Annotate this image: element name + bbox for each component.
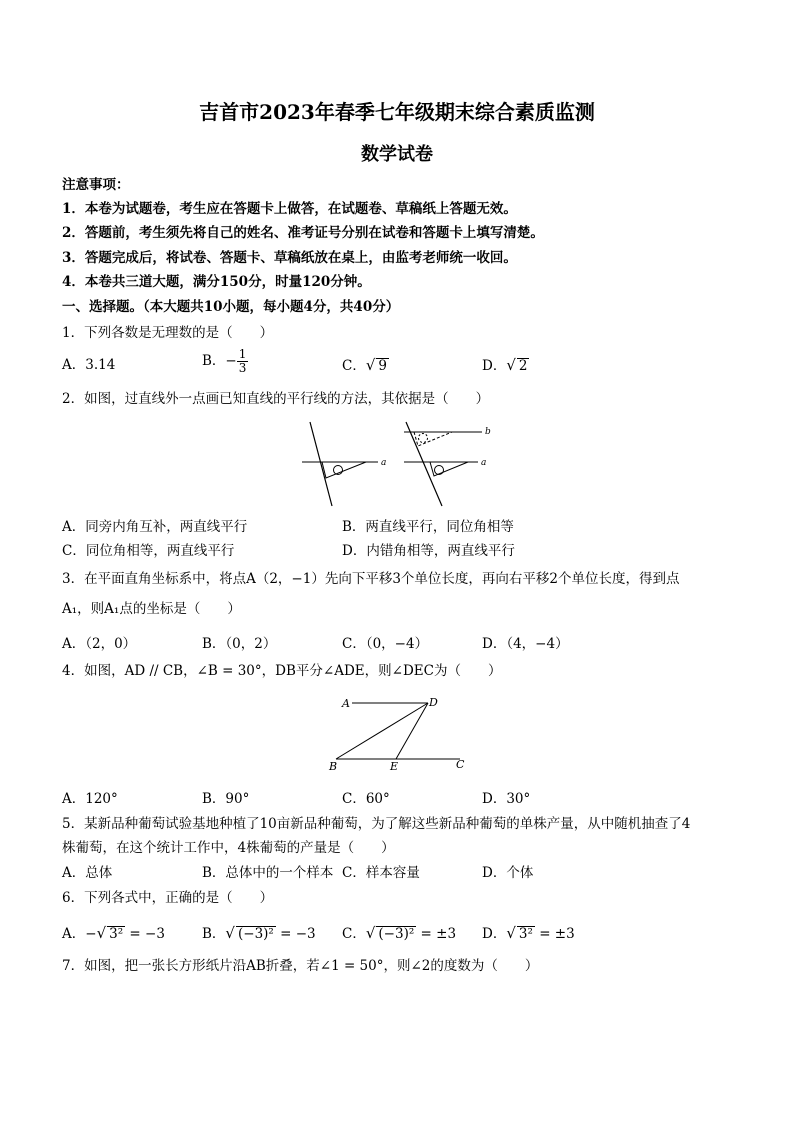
q2-option-c: C．同位角相等，两直线平行	[62, 543, 235, 559]
q6-option-b-result: = −3	[275, 926, 316, 942]
q6-stem: 6．下列各式中，正确的是（ ）	[62, 890, 274, 906]
radical-sign: √	[365, 924, 376, 942]
q3-option-a: A．（2，0）	[62, 636, 137, 652]
q4-option-b: B．90°	[202, 791, 250, 807]
q6-option-c-label: C．	[342, 926, 366, 942]
q6-option-b	[202, 924, 316, 943]
q1-option-c-label: C．	[342, 358, 366, 374]
q1-option-d	[482, 356, 529, 375]
q4-figure	[322, 692, 472, 774]
q2-option-b: B．两直线平行，同位角相等	[342, 519, 514, 535]
q1-option-b-label: B．	[202, 353, 226, 369]
section-1-heading: 一、选择题。（本大题共10小题，每小题4分，共40分）	[62, 299, 400, 315]
q6-option-d-result: = ±3	[534, 926, 575, 942]
q6-option-b-radicand: (−3)²	[237, 926, 274, 942]
q7-stem: 7．如图，把一张长方形纸片沿AB折叠，若∠1 = 50°，则∠2的度数为（ ）	[62, 958, 539, 974]
q1-option-d-radicand: 2	[518, 358, 528, 374]
q5-stem-cont: 株葡萄，在这个统计工作中，4株葡萄的产量是（ ）	[62, 840, 395, 856]
radical-sign: √	[365, 356, 376, 374]
q6-option-d	[482, 924, 575, 943]
notice-item-4: 4．本卷共三道大题，满分150分，时量120分钟。	[62, 274, 371, 290]
q6-option-a-pre: −	[85, 926, 97, 942]
q1-fraction-num: 1	[238, 347, 247, 361]
q1-option-c-radicand: 9	[378, 358, 387, 374]
q5-stem: 5．某新品种葡萄试验基地种植了10亩新品种葡萄，为了解这些新品种葡萄的单株产量，从中随机抽查了4	[62, 816, 691, 832]
q5-option-b: B．总体中的一个样本	[202, 865, 334, 881]
notice-item-2: 2．答题前，考生须先将自己的姓名、准考证号分别在试卷和答题卡上填写清楚。	[62, 225, 544, 241]
q3-stem: 3．在平面直角坐标系中，将点A（2，−1）先向下平移3个单位长度，再向右平移2个单位长度，得到点	[62, 571, 680, 587]
q4-option-d: D．30°	[482, 791, 531, 807]
q5-option-a: A．总体	[62, 865, 113, 881]
q2-label-a-right: a	[481, 458, 487, 468]
q6-option-a-result: = −3	[125, 926, 165, 942]
q6-option-a-radicand: 3²	[109, 926, 124, 942]
q4-option-c: C．60°	[342, 791, 390, 807]
q2-set-square-dashed	[414, 432, 452, 446]
q1-option-d-label: D．	[482, 358, 507, 374]
q6-option-c-result: = ±3	[416, 926, 457, 942]
q3-option-c: C．（0，−4）	[342, 636, 429, 652]
q5-option-d: D．个体	[482, 865, 534, 881]
q1-option-b	[202, 348, 248, 375]
q1-fraction	[237, 348, 249, 375]
radical-sign: √	[225, 924, 235, 942]
q4-line-bd	[336, 703, 428, 759]
exam-title: 吉首市2023年春季七年级期末综合素质监测	[199, 100, 595, 124]
q6-option-c-radicand: (−3)²	[378, 926, 415, 942]
q4-line-de	[396, 703, 428, 759]
q1-option-c	[342, 356, 389, 375]
q1-option-a: A．3.14	[62, 357, 116, 373]
q6-option-b-label: B．	[202, 926, 226, 942]
q2-figure	[300, 418, 500, 510]
q3-option-d: D．（4，−4）	[482, 636, 569, 652]
q2-set-square-left	[322, 462, 366, 478]
q2-circle-right	[435, 466, 444, 475]
q4-stem: 4．如图，AD // CB，∠B = 30°，DB平分∠ADE，则∠DEC为（ ）	[62, 663, 502, 679]
notice-item-3: 3．答题完成后，将试卷、答题卡、草稿纸放在桌上，由监考老师统一收回。	[62, 250, 517, 266]
q2-stem: 2．如图，过直线外一点画已知直线的平行线的方法，其依据是（ ）	[62, 391, 490, 407]
q1-fraction-den: 3	[238, 361, 247, 375]
q4-label-c: C	[456, 758, 465, 771]
exam-subtitle: 数学试卷	[361, 144, 433, 165]
notice-heading: 注意事项：	[62, 177, 130, 193]
q5-option-c: C．样本容量	[342, 865, 420, 881]
q6-option-d-label: D．	[482, 926, 507, 942]
q1-stem: 1．下列各数是无理数的是（ ）	[62, 325, 274, 341]
radical-sign: √	[96, 924, 107, 942]
q1-option-b-minus: −	[225, 353, 237, 369]
q3-option-b: B．（0，2）	[202, 636, 277, 652]
q4-label-b: B	[329, 760, 338, 773]
q2-circle-dashed	[419, 434, 428, 443]
q6-option-a-label: A．	[62, 926, 86, 942]
q2-transversal-right	[406, 422, 442, 506]
radical-sign: √	[506, 356, 516, 374]
q2-set-square-right	[430, 462, 468, 476]
q4-label-e: E	[390, 760, 399, 773]
q2-label-a-left: a	[381, 458, 387, 468]
q6-option-a	[62, 924, 165, 943]
q3-stem-cont: A₁，则A₁点的坐标是（ ）	[62, 601, 241, 617]
q2-label-b: b	[485, 427, 491, 437]
q6-option-c	[342, 924, 456, 943]
radical-sign: √	[506, 924, 516, 942]
q4-option-a: A．120°	[62, 791, 118, 807]
q2-transversal-left	[310, 422, 332, 506]
q2-option-a: A．同旁内角互补，两直线平行	[62, 519, 248, 535]
q6-option-d-radicand: 3²	[518, 926, 533, 942]
q4-label-a: A	[342, 697, 350, 710]
q2-option-d: D．内错角相等，两直线平行	[342, 543, 515, 559]
notice-item-1: 1．本卷为试题卷，考生应在答题卡上做答，在试题卷、草稿纸上答题无效。	[62, 201, 517, 217]
q4-label-d: D	[429, 696, 438, 709]
